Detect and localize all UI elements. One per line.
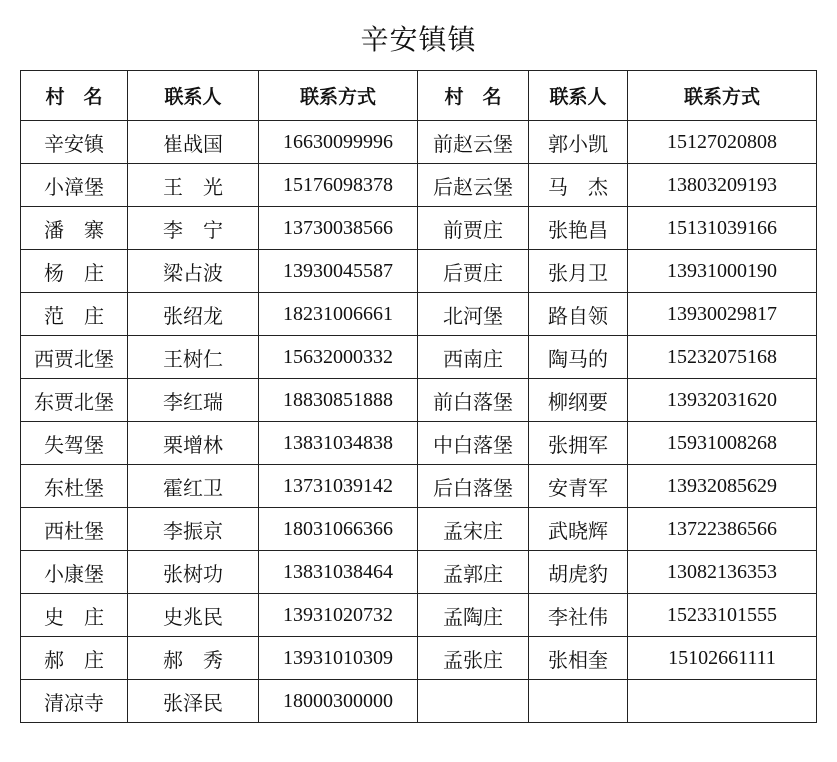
contact-person-cell: 张绍龙 xyxy=(128,293,259,336)
table-row xyxy=(21,422,817,465)
contact-phone-cell: 15931008268 xyxy=(628,422,817,465)
header-contact-phone: 联系方式 xyxy=(628,71,817,121)
header-contact-person: 联系人 xyxy=(529,71,628,121)
header-row xyxy=(21,71,817,121)
village-name-cell: 后白落堡 xyxy=(418,465,529,508)
table-row xyxy=(21,164,817,207)
village-name-cell: 杨 庄 xyxy=(21,250,128,293)
village-name-cell: 郝 庄 xyxy=(21,637,128,680)
contact-phone-cell: 13831034838 xyxy=(259,422,418,465)
village-name-cell: 孟张庄 xyxy=(418,637,529,680)
contact-person-cell: 郝 秀 xyxy=(128,637,259,680)
contact-phone-cell: 13930045587 xyxy=(259,250,418,293)
contact-table xyxy=(20,70,817,723)
contact-person-cell: 梁占波 xyxy=(128,250,259,293)
contact-person-cell: 崔战国 xyxy=(128,121,259,164)
village-name-cell: 潘 寨 xyxy=(21,207,128,250)
contact-person-cell: 张树功 xyxy=(128,551,259,594)
contact-phone-cell: 13930029817 xyxy=(628,293,817,336)
contact-person-cell: 马 杰 xyxy=(529,164,628,207)
village-name-cell: 史 庄 xyxy=(21,594,128,637)
contact-phone-cell: 18000300000 xyxy=(259,680,418,723)
contact-phone-cell: 13730038566 xyxy=(259,207,418,250)
village-name-cell: 失驾堡 xyxy=(21,422,128,465)
contact-phone-cell: 13932031620 xyxy=(628,379,817,422)
contact-phone-cell: 13932085629 xyxy=(628,465,817,508)
header-contact-person: 联系人 xyxy=(128,71,259,121)
contact-phone-cell: 15131039166 xyxy=(628,207,817,250)
contact-phone-cell: 13831038464 xyxy=(259,551,418,594)
contact-person-cell: 霍红卫 xyxy=(128,465,259,508)
contact-phone-cell: 15632000332 xyxy=(259,336,418,379)
village-name-cell: 孟宋庄 xyxy=(418,508,529,551)
header-village-name: 村 名 xyxy=(21,71,128,121)
contact-person-cell: 陶马的 xyxy=(529,336,628,379)
contact-phone-cell: 18830851888 xyxy=(259,379,418,422)
village-name-cell: 前白落堡 xyxy=(418,379,529,422)
contact-person-cell: 王树仁 xyxy=(128,336,259,379)
empty-cell xyxy=(418,680,529,723)
header-contact-phone: 联系方式 xyxy=(259,71,418,121)
village-name-cell: 后赵云堡 xyxy=(418,164,529,207)
contact-person-cell: 张相奎 xyxy=(529,637,628,680)
contact-person-cell: 史兆民 xyxy=(128,594,259,637)
empty-cell xyxy=(628,680,817,723)
contact-person-cell: 王 光 xyxy=(128,164,259,207)
village-name-cell: 辛安镇 xyxy=(21,121,128,164)
contact-person-cell: 张拥军 xyxy=(529,422,628,465)
village-name-cell: 北河堡 xyxy=(418,293,529,336)
contact-person-cell: 胡虎豹 xyxy=(529,551,628,594)
table-row xyxy=(21,250,817,293)
header-village-name: 村 名 xyxy=(418,71,529,121)
contact-phone-cell: 15232075168 xyxy=(628,336,817,379)
village-name-cell: 孟郭庄 xyxy=(418,551,529,594)
table-row xyxy=(21,293,817,336)
village-name-cell: 小漳堡 xyxy=(21,164,128,207)
village-name-cell: 中白落堡 xyxy=(418,422,529,465)
contact-phone-cell: 18231006661 xyxy=(259,293,418,336)
contact-phone-cell: 13082136353 xyxy=(628,551,817,594)
contact-person-cell: 武晓辉 xyxy=(529,508,628,551)
contact-phone-cell: 15102661111 xyxy=(628,637,817,680)
contact-person-cell: 李振京 xyxy=(128,508,259,551)
contact-person-cell: 安青军 xyxy=(529,465,628,508)
village-name-cell: 后贾庄 xyxy=(418,250,529,293)
village-name-cell: 西南庄 xyxy=(418,336,529,379)
village-name-cell: 东贾北堡 xyxy=(21,379,128,422)
contact-person-cell: 郭小凯 xyxy=(529,121,628,164)
contact-person-cell: 张艳昌 xyxy=(529,207,628,250)
contact-person-cell: 李社伟 xyxy=(529,594,628,637)
table-row xyxy=(21,336,817,379)
contact-phone-cell: 15176098378 xyxy=(259,164,418,207)
contact-person-cell: 张泽民 xyxy=(128,680,259,723)
village-name-cell: 前贾庄 xyxy=(418,207,529,250)
contact-person-cell: 柳纲要 xyxy=(529,379,628,422)
contact-phone-cell: 16630099996 xyxy=(259,121,418,164)
table-row xyxy=(21,680,817,723)
table-row xyxy=(21,121,817,164)
contact-phone-cell: 13731039142 xyxy=(259,465,418,508)
village-name-cell: 前赵云堡 xyxy=(418,121,529,164)
contact-phone-cell: 13722386566 xyxy=(628,508,817,551)
table-row xyxy=(21,465,817,508)
contact-phone-cell: 18031066366 xyxy=(259,508,418,551)
contact-phone-cell: 13803209193 xyxy=(628,164,817,207)
village-name-cell: 孟陶庄 xyxy=(418,594,529,637)
table-row xyxy=(21,594,817,637)
contact-person-cell: 李红瑞 xyxy=(128,379,259,422)
village-name-cell: 西贾北堡 xyxy=(21,336,128,379)
village-name-cell: 西杜堡 xyxy=(21,508,128,551)
contact-phone-cell: 13931010309 xyxy=(259,637,418,680)
table-row xyxy=(21,207,817,250)
contact-person-cell: 栗增林 xyxy=(128,422,259,465)
village-name-cell: 清凉寺 xyxy=(21,680,128,723)
table-row xyxy=(21,637,817,680)
contact-person-cell: 李 宁 xyxy=(128,207,259,250)
contact-person-cell: 张月卫 xyxy=(529,250,628,293)
village-name-cell: 小康堡 xyxy=(21,551,128,594)
page-title: 辛安镇镇 xyxy=(360,23,477,56)
contact-phone-cell: 13931020732 xyxy=(259,594,418,637)
contact-person-cell: 路自领 xyxy=(529,293,628,336)
contact-phone-cell: 15233101555 xyxy=(628,594,817,637)
empty-cell xyxy=(529,680,628,723)
contact-phone-cell: 15127020808 xyxy=(628,121,817,164)
table-row xyxy=(21,508,817,551)
village-name-cell: 范 庄 xyxy=(21,293,128,336)
contact-phone-cell: 13931000190 xyxy=(628,250,817,293)
table-row xyxy=(21,551,817,594)
table-row xyxy=(21,379,817,422)
village-name-cell: 东杜堡 xyxy=(21,465,128,508)
